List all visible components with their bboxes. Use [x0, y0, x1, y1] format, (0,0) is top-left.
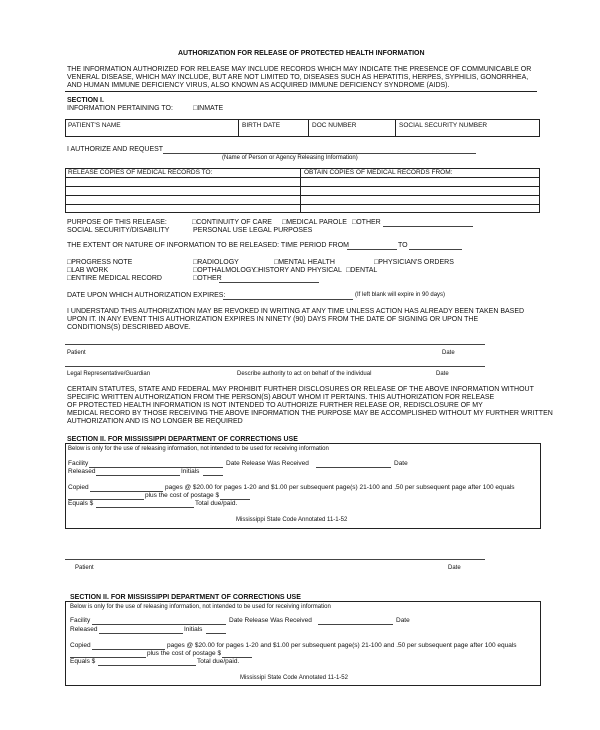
intro-line-3: AND HUMAN IMMUNE DEFICIENCY VIRUS, ALSO KNOWN AS ACQUIRED IMMUNE DEFICIENCY SYNDROME (AIDS). — [67, 82, 450, 89]
section-2b-initials-label: Initials — [184, 626, 203, 633]
section-2b-facility-label: Facility — [70, 617, 91, 624]
understand-line-1: I UNDERSTAND THIS AUTHORIZATION MAY BE REVOKED IN WRITING AT ANY TIME UNLESS ACTION HAS ALREADY BEEN TAKEN BASED — [67, 308, 525, 315]
mental-health-checkbox[interactable]: □MENTAL HEALTH — [274, 259, 335, 266]
section-2b-initials-field[interactable] — [206, 633, 226, 634]
releasing-agency-field[interactable] — [163, 153, 476, 154]
radiology-checkbox[interactable]: □RADIOLOGY — [193, 259, 239, 266]
section-2b-date-label: Date — [396, 617, 410, 624]
obtain-from-header: OBTAIN COPIES OF MEDICAL RECORDS FROM: — [304, 169, 453, 176]
statutes-line-2: SPECIFIC WRITTEN AUTHORIZATION FROM THE PERSON(S) ABOUT WHOM IT PERTAINS. THIS AUTHORIZATION FOR RELEASE — [67, 394, 495, 401]
section-2a-equals-label: Equals $ — [68, 500, 94, 507]
section-2b-released-label: Released — [70, 626, 98, 633]
progress-note-checkbox[interactable]: □PROGRESS NOTE — [67, 259, 133, 266]
history-physical-checkbox[interactable]: □HISTORY AND PHYSICAL — [254, 267, 342, 274]
understand-line-2: UPON IT. IN ANY EVENT THIS AUTHORIZATION EXPIRES IN NINETY (90) DAYS FROM THE DATE OF SIGNING OR UPON THE — [67, 316, 479, 323]
inmate-checkbox[interactable]: □INMATE — [193, 105, 224, 112]
expires-field[interactable] — [223, 299, 353, 300]
patient-line-date: Date — [448, 565, 461, 571]
birth-date-header: BIRTH DATE — [242, 122, 281, 129]
physician-orders-checkbox[interactable]: □PHYSICIAN'S ORDERS — [374, 259, 454, 266]
legal-rep-signature-line[interactable] — [65, 366, 485, 367]
section-2a-date-release-label: Date Release Was Received — [226, 460, 309, 467]
ssn-header: SOCIAL SECURITY NUMBER — [399, 122, 488, 129]
legal-rep-date-label: Date — [436, 371, 449, 377]
section-2b-heading: SECTION II. FOR MISSISSIPPI DEPARTMENT OF CORRECTIONS USE — [70, 594, 301, 601]
doc-number-header: DOC NUMBER — [312, 122, 357, 129]
purpose-other-checkbox[interactable]: □OTHER — [352, 219, 381, 226]
section-2a-heading: SECTION II. FOR MISSISSIPPI DEPARTMENT OF CORRECTIONS USE — [67, 436, 298, 443]
authorize-caption: (Name of Person or Agency Releasing Information) — [222, 155, 358, 161]
extent-to: TO — [398, 242, 408, 249]
record-other-field[interactable] — [219, 282, 319, 283]
release-to-header: RELEASE COPIES OF MEDICAL RECORDS TO: — [68, 169, 213, 176]
signature-patient-label: Patient — [67, 350, 86, 356]
understand-line-3: CONDITIONS(S) DESCRIBED ABOVE. — [67, 324, 191, 331]
statutes-line-4: MEDICAL RECORD BY THOSE RECEIVING THE ABOVE INFORMATION THE PURPOSE MAY BE ACCOMPLISHED WITHOUT MY FURTHER WRITTEN — [67, 410, 553, 417]
expires-label: DATE UPON WHICH AUTHORIZATION EXPIRES: — [67, 292, 226, 299]
parole-checkbox[interactable]: □MEDICAL PAROLE — [282, 219, 347, 226]
purpose-label: PURPOSE OF THIS RELEASE: — [67, 219, 167, 226]
section-2a-copied-label: Copied — [68, 484, 89, 491]
section-2b-code: Mississipi State Code Annotated 11-1-52 — [240, 675, 348, 681]
legal-rep-label: Legal Representative/Guardian — [67, 371, 151, 377]
entire-record-checkbox[interactable]: □ENTIRE MEDICAL RECORD — [67, 275, 162, 282]
section-2a-facility-field[interactable] — [89, 467, 223, 468]
continuity-checkbox[interactable]: □CONTINUITY OF CARE — [192, 219, 272, 226]
section-2a-initials-label: Initials — [181, 468, 200, 475]
time-to-field[interactable] — [409, 249, 462, 250]
section-2a-date-label: Date — [394, 460, 408, 467]
section-2a-date-release-field[interactable] — [316, 467, 391, 468]
pertaining-label: INFORMATION PERTAINING TO: — [67, 105, 173, 112]
dental-checkbox[interactable]: □DENTAL — [346, 267, 378, 274]
intro-line-1: THE INFORMATION AUTHORIZED FOR RELEASE MAY INCLUDE RECORDS WHICH MAY INDICATE THE PRESENCE OF COMMUNICABLE OR — [67, 66, 532, 73]
section-2a-initials-field[interactable] — [203, 475, 223, 476]
section-2a-plus-label: plus the cost of postage $ — [145, 492, 220, 499]
extent-label: THE EXTENT OR NATURE OF INFORMATION TO BE RELEASED: TIME PERIOD FROM — [67, 242, 349, 249]
section-2a-total-label: Total due/paid. — [195, 500, 238, 507]
time-from-field[interactable] — [347, 249, 397, 250]
patient-line-patient: Patient — [75, 565, 94, 571]
section-2b-date-release-field[interactable] — [318, 624, 393, 625]
section-2b-facility-field[interactable] — [92, 624, 226, 625]
signature-date-label: Date — [442, 350, 455, 356]
patient-name-header: PATIENT'S NAME — [68, 122, 121, 129]
section-2a-pages-text: pages @ $20.00 for pages 1-20 and $1.00 per subsequent page(s) 21-100 and .50 per subsequent page after 100 equals — [165, 484, 515, 491]
purpose-other-field[interactable] — [383, 226, 473, 227]
section-2a-code: Mississippi State Code Annotated 11-1-52 — [236, 517, 348, 523]
section-2b-plus-label: plus the cost of postage $ — [147, 650, 222, 657]
lab-work-checkbox[interactable]: □LAB WORK — [67, 267, 109, 274]
record-other-checkbox[interactable]: □OTHER — [193, 275, 222, 282]
intro-line-2: VENERAL DISEASE, WHICH MAY INCLUDE, BUT ARE NOT LIMITED TO, DISEASES SUCH AS HEPATITIS, HERPES, SYPHILIS, GONORRHEA, — [67, 74, 529, 81]
section-2b-equals-label: Equals $ — [70, 658, 96, 665]
section-2b-equals-field[interactable] — [98, 665, 196, 666]
patient-signature-line[interactable] — [65, 344, 485, 345]
patient-date-line[interactable] — [65, 559, 485, 560]
opthalmology-checkbox[interactable]: □OPTHALMOLOGY — [193, 267, 256, 274]
purpose-personal-legal: PERSONAL USE LEGAL PURPOSES — [193, 227, 313, 234]
section-2a-only: Below is only for the use of releasing information, not intended to be used for receiving information — [68, 446, 329, 452]
section-2a-equals-field[interactable] — [96, 507, 194, 508]
expires-note: (If left blank will expire in 90 days) — [355, 292, 446, 298]
section-2a-facility-label: Facility — [68, 460, 89, 467]
statutes-line-5: AUTHORIZATION AND IS NO LONGER BE REQUIRED — [67, 418, 243, 425]
section-2b-released-field[interactable] — [99, 633, 183, 634]
section-2b-only: Below is only for the use of releasing information, not intended to be used for receiving information — [70, 604, 331, 610]
authorize-label: I AUTHORIZE AND REQUEST — [67, 146, 164, 153]
section-2a-released-label: Released — [68, 468, 96, 475]
statutes-line-3: OF PROTECTED HEALTH INFORMATION IS NOT INTENDED TO AUTHORIZE FURTHER RELEASE OR, REDISCLOSURE OF MY — [67, 402, 483, 409]
section-2b-pages-text: pages @ $20.00 for pages 1-20 and $1.00 per subsequent page(s) 21-100 and .50 per subsequent page after 100 equals — [167, 642, 517, 649]
page-title: AUTHORIZATION FOR RELEASE OF PROTECTED HEALTH INFORMATION — [178, 50, 425, 57]
statutes-line-1: CERTAIN STATUTES, STATE AND FEDERAL MAY PROHIBIT FURTHER DISCLOSURES OR RELEASE OF THE ABOVE INFORMATION WITHOUT — [67, 386, 534, 393]
section-2b-date-release-label: Date Release Was Received — [229, 617, 312, 624]
describe-authority-label: Describe authority to act on behalf of the individual — [237, 371, 372, 377]
section-2b-copied-label: Copied — [70, 642, 91, 649]
purpose-ssd: SOCIAL SECURITY/DISABILITY — [67, 227, 170, 234]
section-2b-total-label: Total due/paid. — [197, 658, 240, 665]
divider — [65, 91, 537, 92]
section-2a-released-field[interactable] — [96, 475, 180, 476]
section-1-heading: SECTION I. — [67, 97, 104, 104]
